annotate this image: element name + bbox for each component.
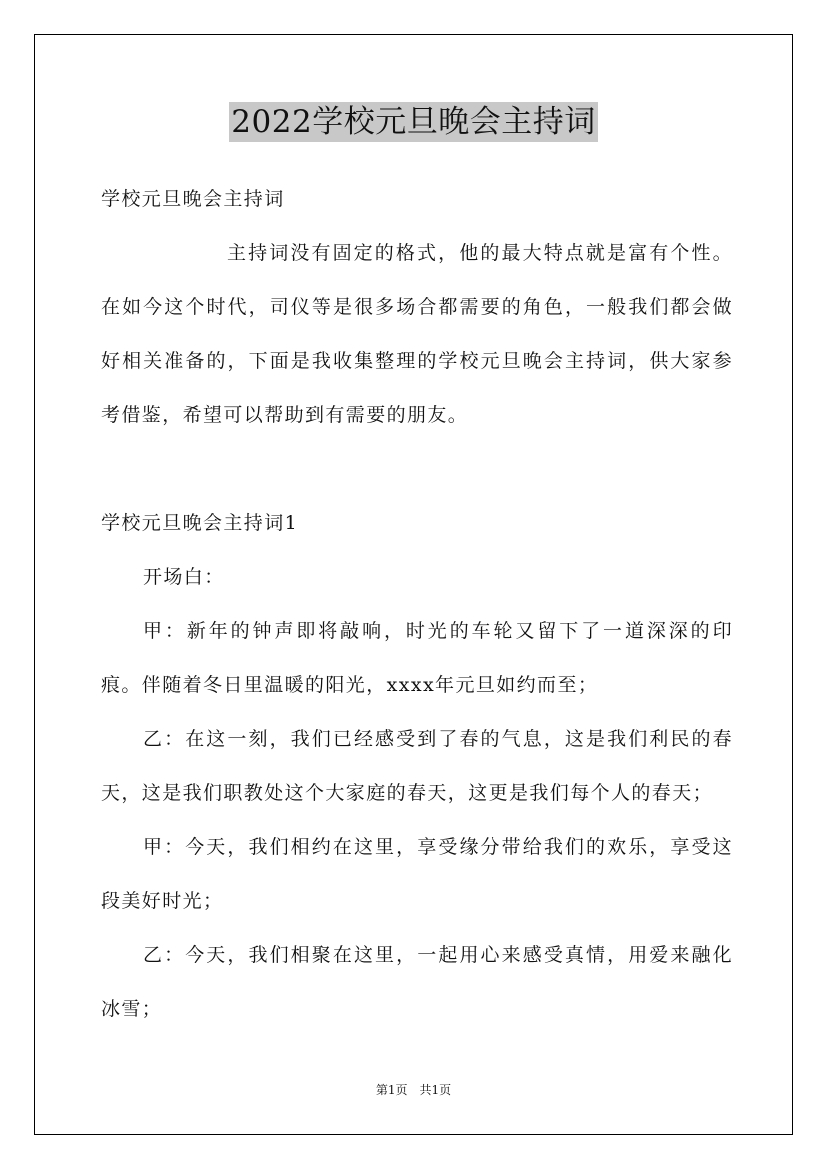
- subtitle: 学校元旦晚会主持词: [101, 188, 285, 210]
- section-heading: 学校元旦晚会主持词1: [101, 512, 299, 534]
- page-footer: 第1页 共1页: [375, 1083, 452, 1097]
- document-body: [101, 172, 733, 1036]
- intro-paragraph: 主持词没有固定的格式，他的最大特点就是富有个性。在如今这个时代，司仪等是很多场合都需要的角色，一般我们都会做好相关准备的，下面是我收集整理的学校元旦晚会主持词，供大家参考借鉴，希望可以帮助到有需要的朋友。: [101, 242, 733, 426]
- paragraph-jia-2: 甲：今天，我们相约在这里，享受缘分带给我们的欢乐，享受这段美好时光；: [101, 836, 733, 912]
- document-title: 2022学校元旦晚会主持词: [231, 104, 596, 140]
- paragraph-opening: 开场白：: [143, 566, 225, 588]
- paragraph-jia-1: 甲：新年的钟声即将敲响，时光的车轮又留下了一道深深的印痕。伴随着冬日里温暖的阳光，xxxx年元旦如约而至；: [101, 620, 733, 696]
- paragraph-spacer: [101, 442, 733, 496]
- paragraph-yi-2: 乙：今天，我们相聚在这里，一起用心来感受真情，用爱来融化冰雪；: [101, 944, 733, 1020]
- title-container: [0, 102, 827, 142]
- paragraph-yi-1: 乙：在这一刻，我们已经感受到了春的气息，这是我们利民的春天，这是我们职教处这个大家庭的春天，这更是我们每个人的春天；: [101, 728, 733, 804]
